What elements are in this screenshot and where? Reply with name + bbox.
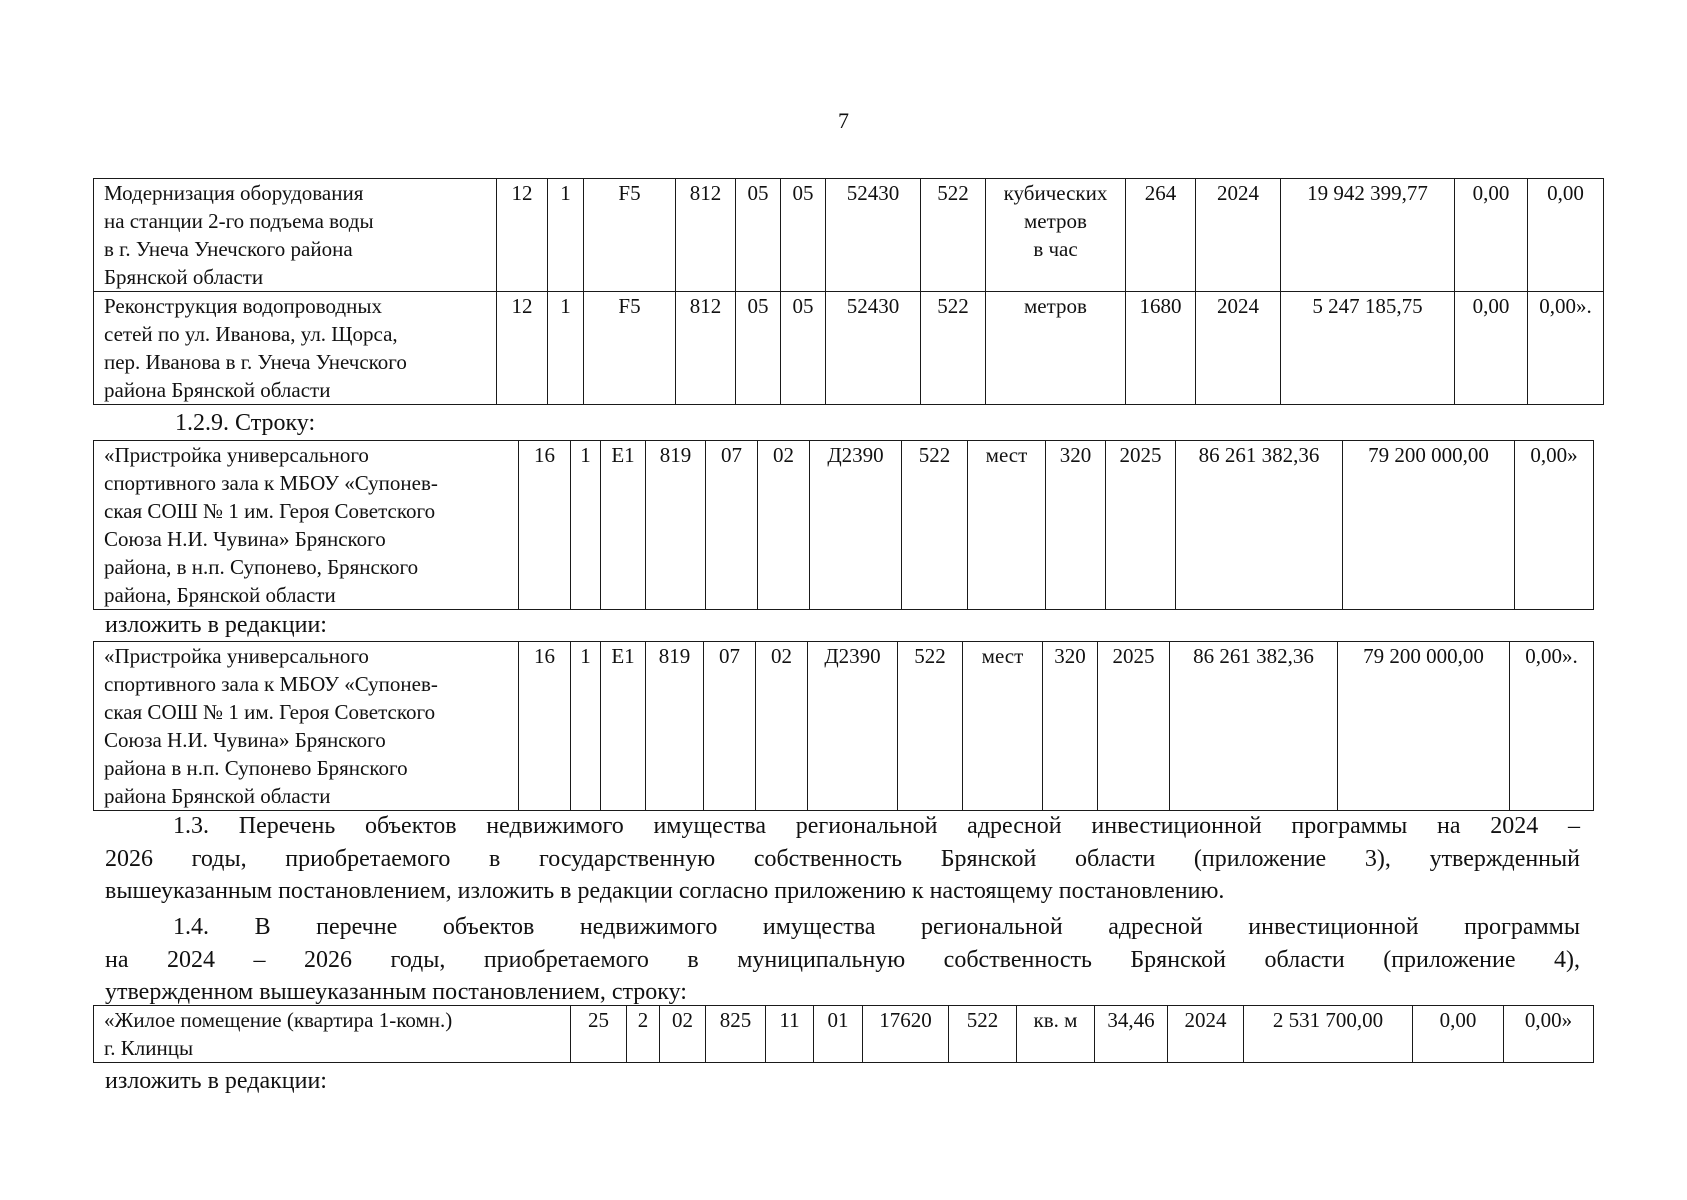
table-row — [94, 642, 1594, 811]
table-cell: 819 — [646, 441, 706, 610]
table-row — [94, 179, 1604, 292]
unit-cell: метров — [986, 292, 1126, 405]
table-cell: Е1 — [601, 441, 646, 610]
edit-label-1: изложить в редакции: — [105, 612, 327, 638]
object-name-cell: «Пристройка универсального спортивного зала к МБОУ «Супонев- ская СОШ № 1 им. Героя Советского Союза Н.И. Чувина» Брянского района, в н.п. Супонево, Брянского района, Брянской области — [94, 441, 519, 610]
table-cell: 522 — [898, 642, 963, 811]
table-sports-hall-new — [93, 641, 1594, 811]
table-cell: 86 261 382,36 — [1176, 441, 1343, 610]
table-cell: 825 — [706, 1006, 766, 1063]
paragraph-1-4: 1.4. В перечне объектов недвижимого имущества региональной адресной инвестиционной программы на 2024 – 2026 годы, приобретаемого в муниципальную собственность Брянской области (приложение 4), утвержденном вышеуказанным постановлением, строку: — [105, 914, 1580, 1005]
table-row — [94, 441, 1594, 610]
table-cell: 0,00 — [1455, 179, 1528, 292]
table-flat — [93, 1005, 1594, 1063]
table-cell: 19 942 399,77 — [1281, 179, 1455, 292]
table-cell: 320 — [1043, 642, 1098, 811]
table-cell: 2 531 700,00 — [1244, 1006, 1413, 1063]
object-name-cell: Модернизация оборудования на станции 2-го подъема воды в г. Унеча Унечского района Брянской области — [94, 179, 497, 292]
object-name-cell: «Жилое помещение (квартира 1-комн.) г. Клинцы — [94, 1006, 571, 1063]
table-cell: 0,00» — [1515, 441, 1594, 610]
table-cell: 12 — [497, 179, 548, 292]
table-cell: 16 — [519, 441, 571, 610]
table-cell: 1 — [571, 441, 601, 610]
table-cell: 05 — [736, 179, 781, 292]
table-cell: 264 — [1126, 179, 1196, 292]
table-cell: 17620 — [863, 1006, 949, 1063]
table-cell: Е1 — [601, 642, 646, 811]
table-cell: мест — [963, 642, 1043, 811]
table-cell: F5 — [584, 292, 676, 405]
table-row — [94, 1006, 1594, 1063]
table-cell: 522 — [902, 441, 968, 610]
table-cell: кв. м — [1017, 1006, 1095, 1063]
table-sports-hall-old — [93, 440, 1594, 610]
object-name-cell: «Пристройка универсального спортивного зала к МБОУ «Супонев- ская СОШ № 1 им. Героя Советского Союза Н.И. Чувина» Брянского района в н.п. Супонево Брянского района Брянской области — [94, 642, 519, 811]
table-cell: 79 200 000,00 — [1343, 441, 1515, 610]
table-cell: 2024 — [1168, 1006, 1244, 1063]
table-cell: 2025 — [1098, 642, 1170, 811]
table-cell: 05 — [781, 179, 826, 292]
table-cell: 05 — [781, 292, 826, 405]
table-cell: 07 — [704, 642, 756, 811]
edit-label-2: изложить в редакции: — [105, 1068, 327, 1094]
table-cell: 0,00 — [1455, 292, 1528, 405]
table-cell: 52430 — [826, 179, 921, 292]
table-cell: 07 — [706, 441, 758, 610]
table-cell: 52430 — [826, 292, 921, 405]
table-cell: 0,00 — [1413, 1006, 1504, 1063]
unit-cell: кубических метров в час — [986, 179, 1126, 292]
table-cell: 522 — [949, 1006, 1017, 1063]
table-cell: 819 — [646, 642, 704, 811]
table-cell: 11 — [766, 1006, 814, 1063]
table-cell: 2024 — [1196, 292, 1281, 405]
table-cell: 02 — [756, 642, 808, 811]
table-cell: 2025 — [1106, 441, 1176, 610]
table-cell: 16 — [519, 642, 571, 811]
page-number: 7 — [838, 108, 849, 133]
object-name-cell: Реконструкция водопроводных сетей по ул. Иванова, ул. Щорса, пер. Иванова в г. Унеча Унечского района Брянской области — [94, 292, 497, 405]
table-cell: 2024 — [1196, 179, 1281, 292]
table-cell: 12 — [497, 292, 548, 405]
table-row — [94, 292, 1604, 405]
table-cell: 01 — [814, 1006, 863, 1063]
table-cell: 0,00» — [1504, 1006, 1594, 1063]
table-cell: 522 — [921, 292, 986, 405]
table-cell: мест — [968, 441, 1046, 610]
table-cell: 34,46 — [1095, 1006, 1168, 1063]
table-cell: 0,00». — [1528, 292, 1604, 405]
table-cell: F5 — [584, 179, 676, 292]
table-cell: Д2390 — [808, 642, 898, 811]
table-cell: 1680 — [1126, 292, 1196, 405]
table-cell: 05 — [736, 292, 781, 405]
paragraph-1-3: 1.3. Перечень объектов недвижимого имущества региональной адресной инвестиционной программы на 2024 – 2026 годы, приобретаемого в государственную собственность Брянской области (приложение 3), утвержденный вышеуказанным постановлением, изложить в редакции согласно приложению к настоящему постановлению. — [105, 813, 1580, 904]
table-cell: Д2390 — [810, 441, 902, 610]
table-cell: 812 — [676, 179, 736, 292]
table-cell: 0,00 — [1528, 179, 1604, 292]
table-water-projects — [93, 178, 1604, 405]
table-cell: 0,00». — [1510, 642, 1594, 811]
table-cell: 812 — [676, 292, 736, 405]
table-cell: 5 247 185,75 — [1281, 292, 1455, 405]
table-cell: 1 — [571, 642, 601, 811]
table-cell: 522 — [921, 179, 986, 292]
section-label-1-2-9: 1.2.9. Строку: — [175, 410, 316, 436]
table-cell: 86 261 382,36 — [1170, 642, 1338, 811]
table-cell: 1 — [548, 292, 584, 405]
table-cell: 02 — [758, 441, 810, 610]
table-cell: 25 — [571, 1006, 627, 1063]
table-cell: 02 — [660, 1006, 706, 1063]
table-cell: 79 200 000,00 — [1338, 642, 1510, 811]
table-cell: 2 — [627, 1006, 660, 1063]
table-cell: 1 — [548, 179, 584, 292]
table-cell: 320 — [1046, 441, 1106, 610]
